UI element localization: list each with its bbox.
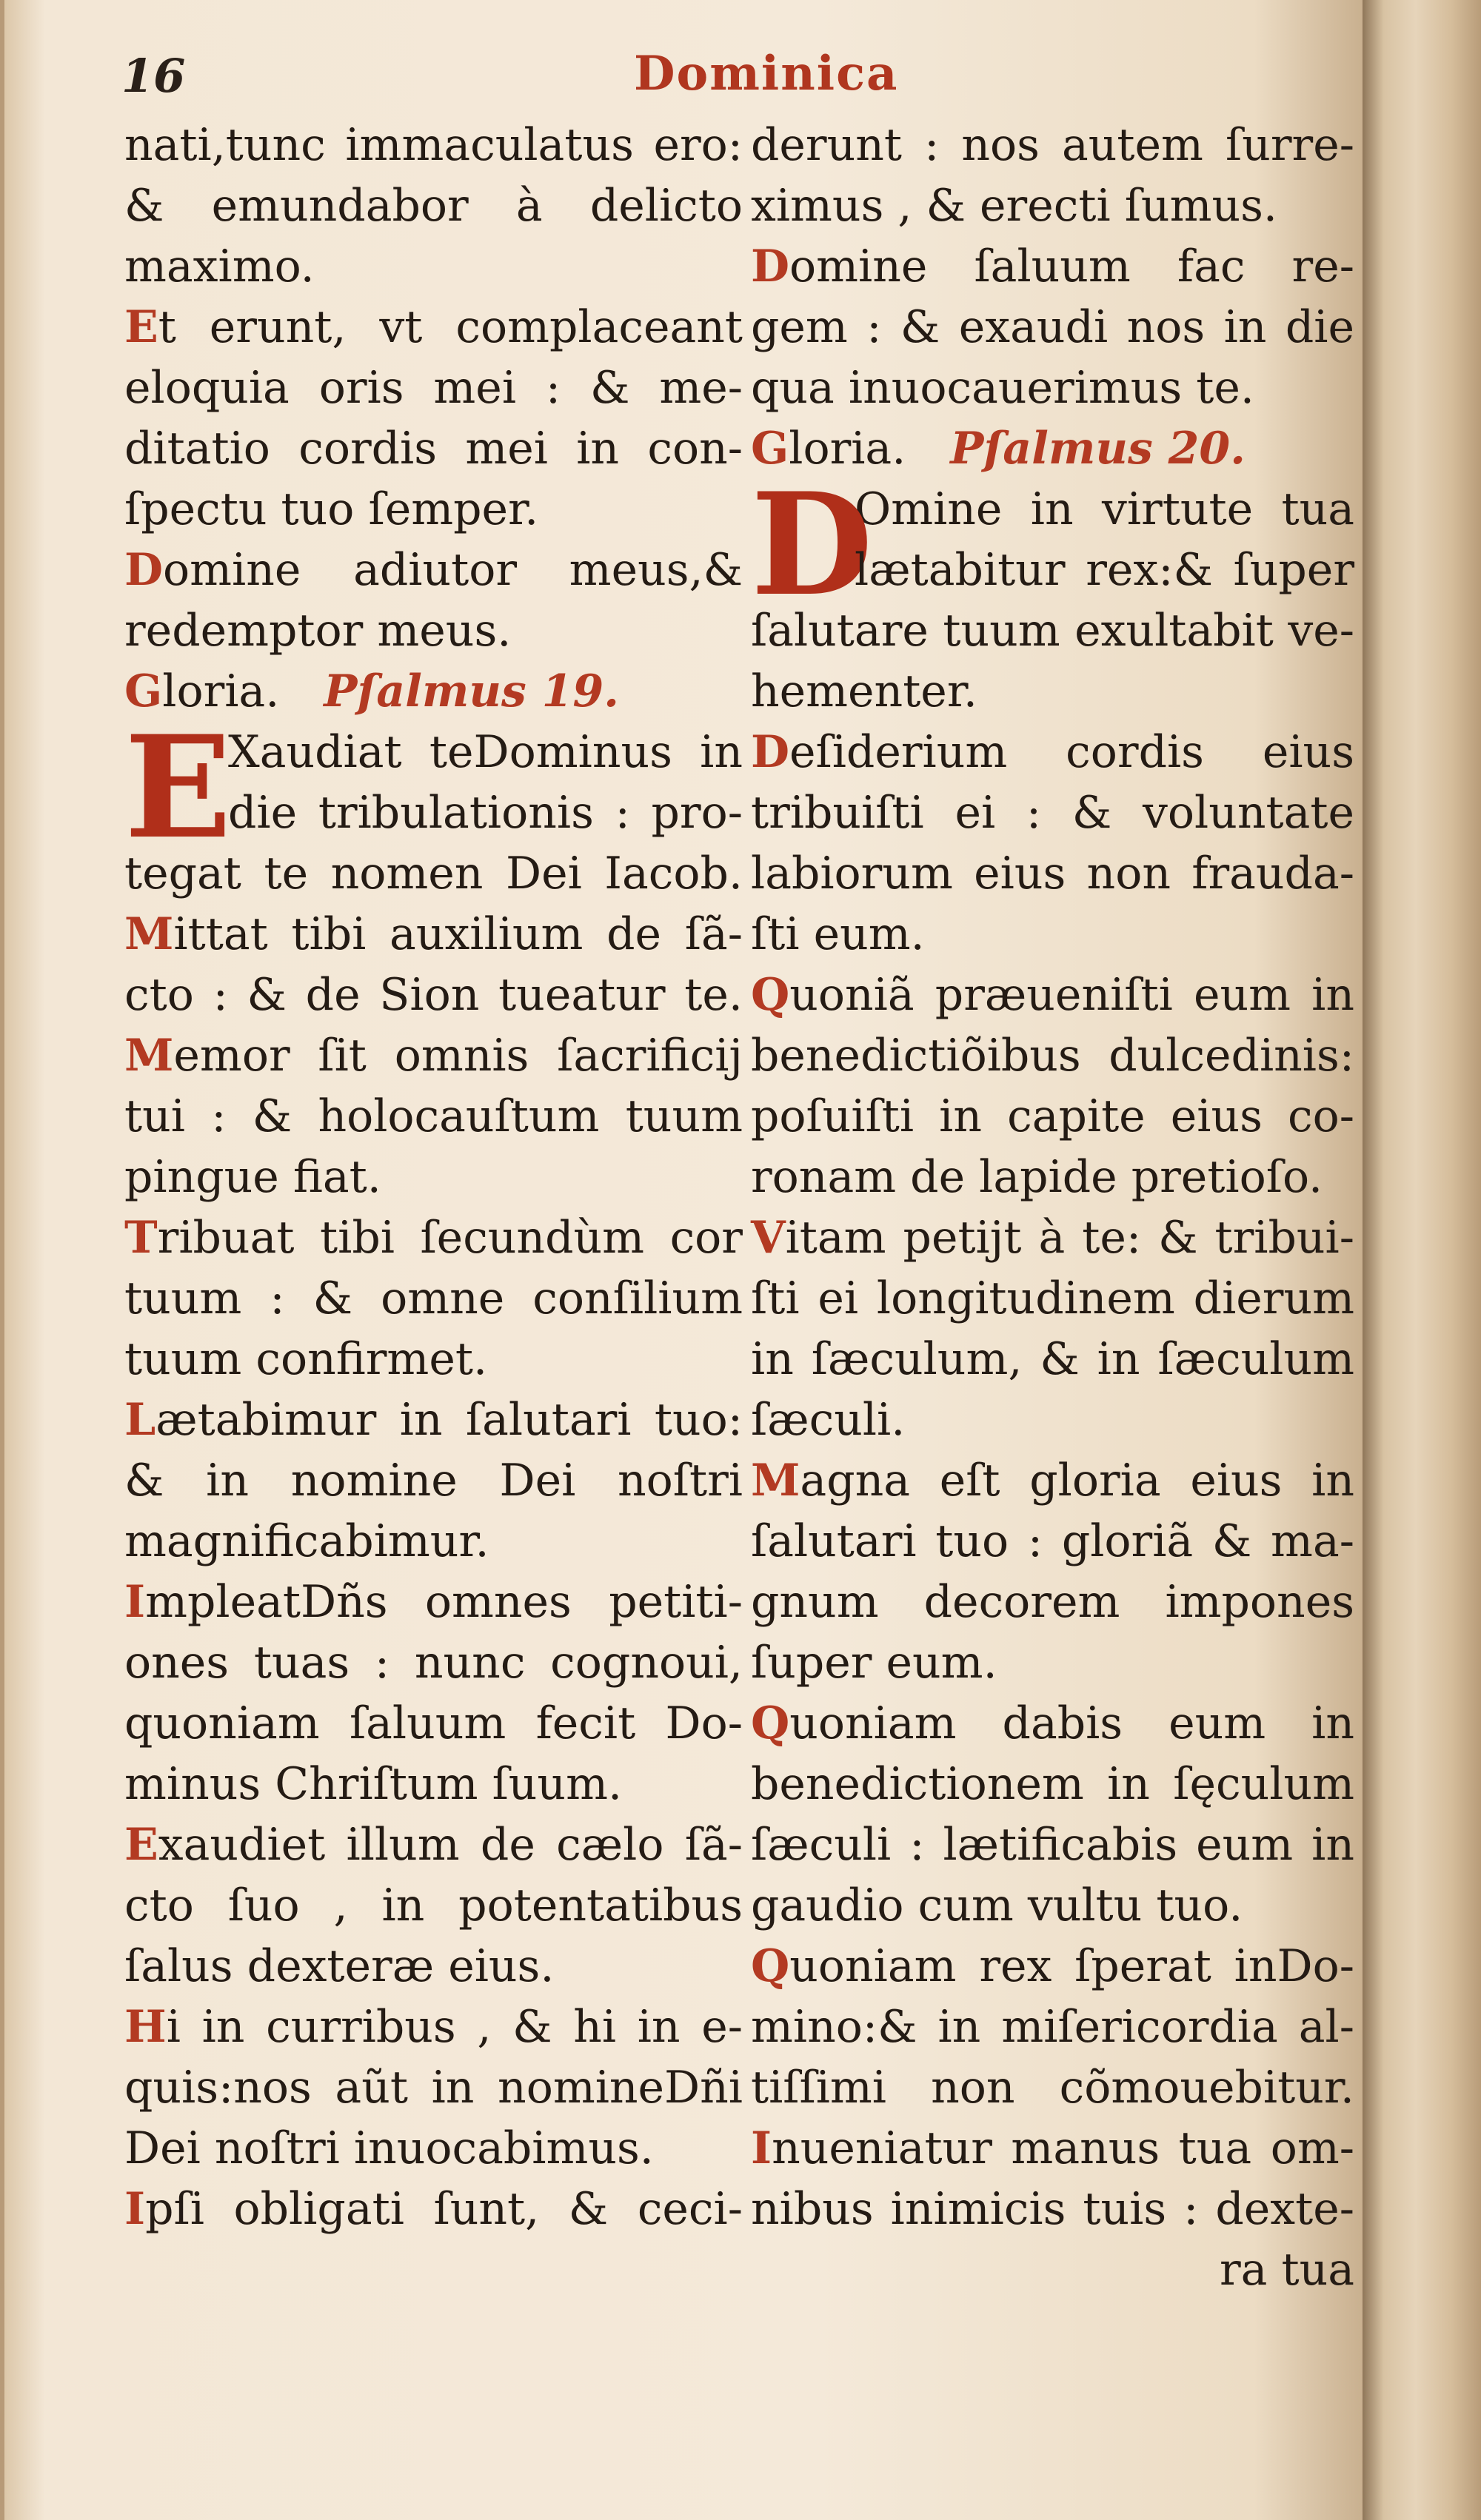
rubricated-initial: D [751, 726, 790, 778]
text-line [751, 1390, 1354, 1450]
line-text: tui : & holocauſtum tuum [124, 1090, 743, 1142]
line-text: hementer. [751, 666, 977, 717]
line-text: cto : & de Sion tueatur te. [124, 969, 743, 1021]
rubricated-initial: G [751, 423, 789, 475]
line-text: mino:& in miſericordia al- [751, 2001, 1354, 2053]
line-text: nibus inimicis tuis : dexte- [751, 2183, 1354, 2235]
text-line [124, 1207, 743, 1268]
text-line [124, 1754, 743, 1814]
line-text: ſti ei longitudinem dierum [751, 1273, 1354, 1324]
line-text: tiſſimi non cõmouebitur. [751, 2062, 1354, 2114]
line-text: gaudio cum vultu tuo. [751, 1880, 1243, 1931]
line-text: eſiderium cordis eius [789, 726, 1354, 778]
text-line [751, 297, 1354, 358]
text-line [124, 904, 743, 965]
line-text: loria. [162, 666, 280, 717]
text-line [751, 2179, 1354, 2239]
rubricated-initial: Q [751, 969, 790, 1021]
rubricated-initial: I [751, 2122, 772, 2174]
rubricated-initial: D [124, 544, 164, 596]
line-text: ra tua [1219, 2244, 1354, 2296]
line-text: ætabimur in ſalutari tuo: [156, 1394, 743, 1446]
text-line [124, 2057, 743, 2118]
text-line [124, 1390, 743, 1450]
line-text: agna eſt gloria eius in [800, 1455, 1354, 1507]
line-text: magnificabimur. [124, 1515, 489, 1567]
text-line [124, 115, 743, 175]
line-text: qua inuocauerimus te. [751, 362, 1254, 414]
text-line [124, 1997, 743, 2057]
line-text: ſalus dexteræ eius. [124, 1940, 555, 1992]
line-text: redemptor meus. [124, 605, 512, 657]
text-line [751, 2057, 1354, 2118]
text-line [124, 2118, 743, 2179]
rubricated-initial: Q [751, 1940, 790, 1992]
line-text: & emundabor à delicto [124, 180, 743, 232]
text-line [751, 783, 1354, 843]
line-text: labiorum eius non frauda- [751, 848, 1354, 899]
line-text: ditatio cordis mei in con- [124, 423, 743, 475]
text-line [124, 2179, 743, 2239]
line-text: tribuiſti ei : & voluntate [751, 787, 1354, 839]
line-text: in ſæculum, & in ſæculum [751, 1333, 1354, 1385]
text-line [124, 965, 743, 1025]
line-text: ones tuas : nunc cognoui, [124, 1637, 743, 1689]
text-line [751, 965, 1354, 1025]
catchword [751, 2239, 1354, 2300]
left-text-column [124, 115, 743, 2239]
text-line [751, 1207, 1354, 1268]
line-text: ſti eum. [751, 908, 925, 960]
text-line [751, 843, 1354, 904]
text-line [124, 1086, 743, 1147]
rubricated-initial: M [751, 1455, 800, 1507]
line-text: xaudiet illum de cælo ſã- [158, 1819, 743, 1871]
line-text: mpleatDñs omnes petiti- [145, 1576, 743, 1628]
line-text: Dei noſtri inuocabimus. [124, 2122, 654, 2174]
text-line [751, 1875, 1354, 1936]
line-text: die tribulationis : pro- [228, 787, 743, 839]
line-text: & in nomine Dei noſtri [124, 1455, 743, 1507]
text-line [124, 1268, 743, 1329]
rubricated-initial: D [751, 241, 790, 292]
line-text: eloquia oris mei : & me- [124, 362, 743, 414]
page-number: 16 [121, 49, 186, 103]
text-line [751, 2118, 1354, 2179]
text-line [124, 600, 743, 661]
text-line [751, 1450, 1354, 1511]
line-text: quis:nos aũt in nomineDñi [124, 2062, 743, 2114]
rubricated-initial: G [124, 666, 163, 717]
line-text: ſalutari tuo : gloriã & ma- [751, 1515, 1354, 1567]
line-text: uoniã præueniſti eum in [789, 969, 1354, 1021]
line-text: ſuper eum. [751, 1637, 997, 1689]
line-text: uoniam dabis eum in [789, 1698, 1354, 1749]
line-text: derunt : nos autem ſurre- [751, 119, 1354, 171]
line-text: quoniam ſaluum fecit Do- [124, 1698, 743, 1749]
book-gutter [1363, 0, 1481, 2520]
rubricated-initial: E [124, 301, 158, 353]
line-text: ximus , & erecti ſumus. [751, 180, 1277, 232]
drop-cap-initial: E [124, 705, 232, 870]
line-text: t erunt, vt complaceant [158, 301, 743, 353]
right-text-column [751, 115, 1354, 2300]
running-head: Dominica [634, 46, 899, 101]
line-text: gem : & exaudi nos in die [751, 301, 1354, 353]
text-line [751, 1754, 1354, 1814]
text-line [124, 1572, 743, 1632]
line-text: nueniatur manus tua om- [772, 2122, 1354, 2174]
rubricated-initial: I [124, 1576, 146, 1628]
rubricated-initial: Q [751, 1698, 790, 1749]
text-line [124, 540, 743, 600]
line-text: omine ſaluum fac re- [789, 241, 1354, 292]
line-text: loria. [789, 423, 906, 475]
line-text: emor ſit omnis ſacrificij [173, 1030, 743, 1082]
text-line [124, 1511, 743, 1572]
line-text: uoniam rex ſperat inDo- [789, 1940, 1354, 1992]
rubricated-initial: T [124, 1212, 158, 1264]
line-text: benedictionem in ſęculum [751, 1758, 1354, 1810]
text-line [124, 1329, 743, 1390]
text-line [124, 1693, 743, 1754]
text-line [124, 358, 743, 418]
line-text: pingue fiat. [124, 1151, 381, 1203]
line-text: tuum confirmet. [124, 1333, 488, 1385]
text-line [124, 1450, 743, 1511]
text-line [751, 175, 1354, 236]
text-line [124, 1025, 743, 1086]
text-line [124, 236, 743, 297]
drop-cap-initial: D [751, 462, 873, 627]
text-line [751, 1268, 1354, 1329]
line-text: gnum decorem impones [751, 1576, 1354, 1628]
rubricated-initial: L [124, 1394, 156, 1446]
text-line [751, 1025, 1354, 1086]
line-text: maximo. [124, 241, 315, 292]
text-line [751, 904, 1354, 965]
line-text: lætabitur rex:& ſuper [855, 544, 1354, 596]
rubricated-initial: E [124, 1819, 158, 1871]
line-text: ſpectu tuo ſemper. [124, 483, 539, 535]
rubricated-initial: M [124, 908, 174, 960]
text-line [751, 1693, 1354, 1754]
rubricated-initial: V [751, 1212, 786, 1264]
line-text: tuum : & omne conſilium [124, 1273, 743, 1324]
line-text: minus Chriſtum ſuum. [124, 1758, 623, 1810]
text-line [751, 236, 1354, 297]
text-line [751, 1632, 1354, 1693]
text-line [124, 1814, 743, 1875]
text-line [751, 1936, 1354, 1997]
psalm-heading: Pſalmus 20. [950, 423, 1246, 475]
line-text: i in curribus , & hi in e- [166, 2001, 743, 2053]
rubricated-initial: I [124, 2183, 146, 2235]
line-text: ſæculi. [751, 1394, 906, 1446]
text-line [751, 540, 1354, 600]
text-line [751, 1997, 1354, 2057]
line-text: ſalutare tuum exultabit ve- [751, 605, 1354, 657]
line-text: ſæculi : lætificabis eum in [751, 1819, 1354, 1871]
text-line [751, 1147, 1354, 1207]
text-line [751, 1511, 1354, 1572]
text-line [124, 1875, 743, 1936]
line-text: pſi obligati ſunt, & ceci- [145, 2183, 743, 2235]
line-text: omine adiutor meus,& [163, 544, 743, 596]
text-line [751, 115, 1354, 175]
rubricated-initial: M [124, 1030, 174, 1082]
text-line [124, 1632, 743, 1693]
line-text: ronam de lapide pretioſo. [751, 1151, 1323, 1203]
text-line [124, 783, 743, 843]
text-line [751, 722, 1354, 783]
line-text: ribuat tibi ſecundùm cor [157, 1212, 743, 1264]
line-text: Omine in virtute tua [855, 483, 1354, 535]
text-line [751, 358, 1354, 418]
page-header [116, 43, 1360, 110]
line-text: itam petijt à te: & tribui- [785, 1212, 1354, 1264]
line-text: tegat te nomen Dei Iacob. [124, 848, 743, 899]
text-line [124, 479, 743, 540]
text-line [124, 1936, 743, 1997]
text-line [751, 1814, 1354, 1875]
line-text: cto ſuo , in potentatibus [124, 1880, 743, 1931]
line-text: nati,tunc immaculatus ero: [124, 119, 743, 171]
line-text: poſuiſti in capite eius co- [751, 1090, 1354, 1142]
text-line [124, 175, 743, 236]
text-line [751, 661, 1354, 722]
text-line [751, 1572, 1354, 1632]
line-text: ittat tibi auxilium de ſã- [173, 908, 743, 960]
rubricated-initial: H [124, 2001, 167, 2053]
line-text: Xaudiat teDominus in [228, 726, 743, 778]
text-line [751, 1329, 1354, 1390]
text-line [124, 418, 743, 479]
line-text: benedictiõibus dulcedinis: [751, 1030, 1354, 1082]
text-line [124, 1147, 743, 1207]
text-line [124, 297, 743, 358]
text-line [751, 1086, 1354, 1147]
psalm-heading: Pſalmus 19. [324, 666, 620, 717]
